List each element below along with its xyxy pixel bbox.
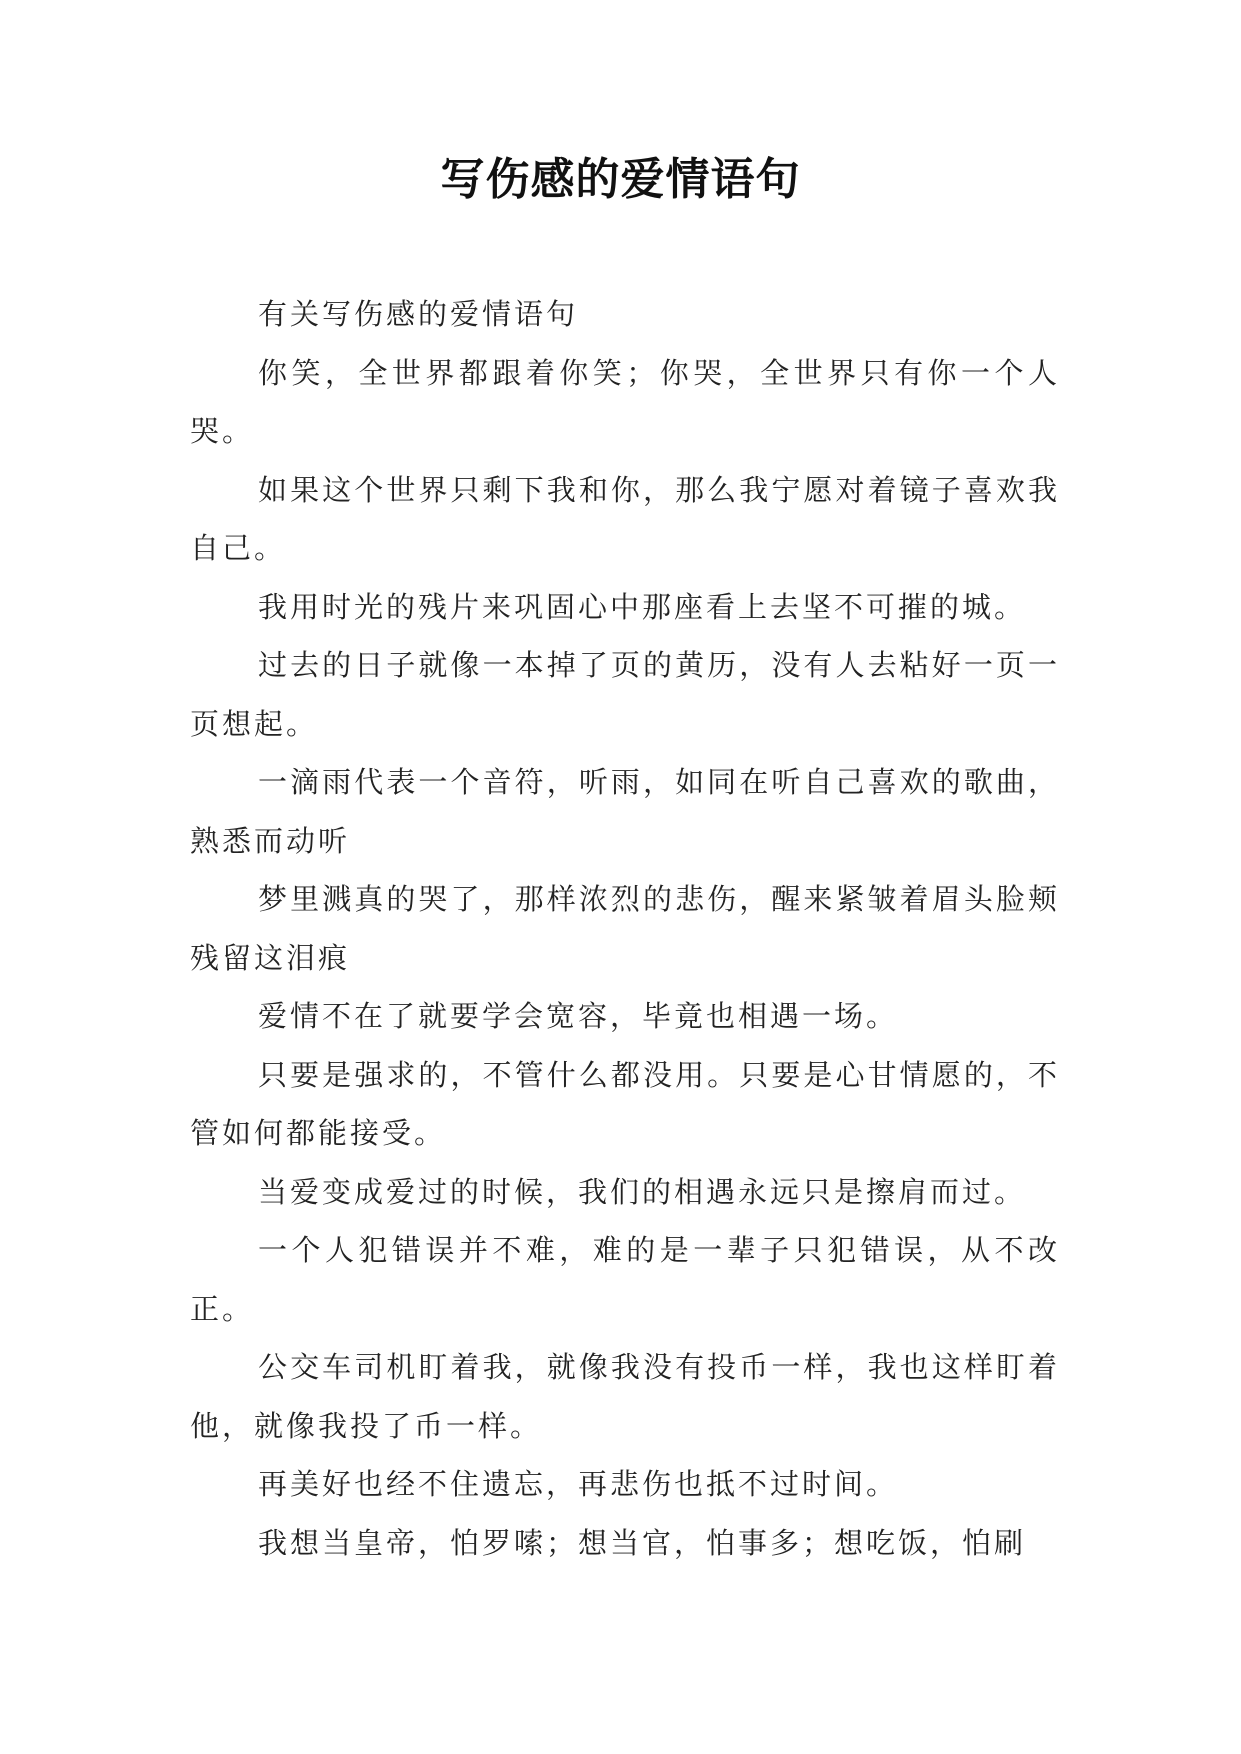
paragraph: 一个人犯错误并不难，难的是一辈子只犯错误，从不改正。 xyxy=(190,1233,1060,1326)
paragraph: 梦里溅真的哭了，那样浓烈的悲伤，醒来紧皱着眉头脸颊残留这泪痕 xyxy=(190,882,1060,975)
paragraph: 我用时光的残片来巩固心中那座看上去坚不可摧的城。 xyxy=(258,589,1027,624)
paragraph: 有关写伤感的爱情语句 xyxy=(258,297,579,331)
document-body xyxy=(190,285,1060,1572)
document-title: 写伤感的爱情语句 xyxy=(440,154,801,205)
paragraph: 公交车司机盯着我，就像我没有投币一样，我也这样盯着他，就像我投了币一样。 xyxy=(190,1350,1060,1443)
paragraph: 只要是强求的，不管什么都没用。只要是心甘情愿的，不管如何都能接受。 xyxy=(190,1057,1060,1150)
paragraph: 如果这个世界只剩下我和你，那么我宁愿对着镜子喜欢我自己。 xyxy=(190,472,1060,565)
paragraph: 爱情不在了就要学会宽容，毕竟也相遇一场。 xyxy=(258,999,899,1033)
paragraph: 一滴雨代表一个音符，听雨，如同在听自己喜欢的歌曲，熟悉而动听 xyxy=(190,765,1060,858)
paragraph: 我想当皇帝，怕罗嗦；想当官，怕事多；想吃饭，怕刷 xyxy=(258,1525,1027,1560)
paragraph: 当爱变成爱过的时候，我们的相遇永远只是擦肩而过。 xyxy=(258,1174,1027,1209)
paragraph: 再美好也经不住遗忘，再悲伤也抵不过时间。 xyxy=(258,1467,899,1501)
paragraph: 过去的日子就像一本掉了页的黄历，没有人去粘好一页一页想起。 xyxy=(190,648,1060,741)
paragraph: 你笑，全世界都跟着你笑；你哭，全世界只有你一个人哭。 xyxy=(190,355,1060,448)
